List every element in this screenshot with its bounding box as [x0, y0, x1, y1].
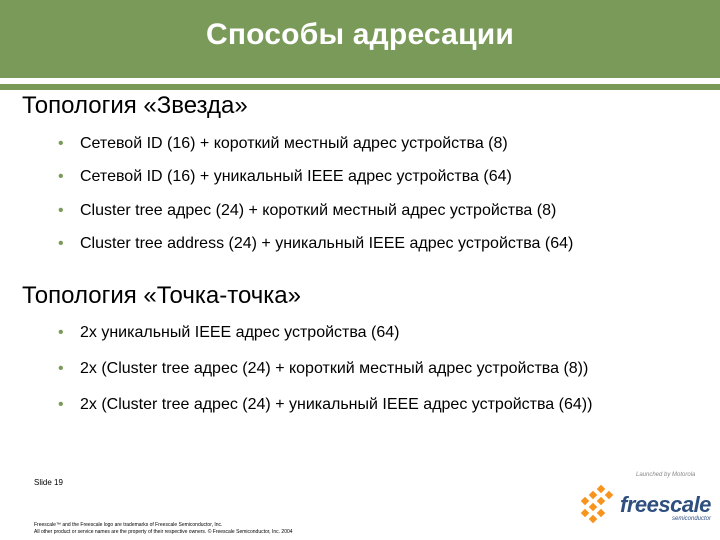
- legal-line: Freescale™ and the Freescale logo are trademarks of Freescale Semiconductor, Inc.: [34, 522, 223, 528]
- logo-subtext: semiconductor: [672, 516, 712, 522]
- logo-wordmark: freescale: [620, 492, 711, 517]
- bullet-text: 2x (Cluster tree адрес (24) + уникальный IEEE адрес устройства (64)): [80, 396, 593, 413]
- bullet-item: [58, 235, 573, 253]
- bullet-dot-icon: •: [58, 202, 64, 219]
- bullet-dot-icon: •: [58, 396, 64, 413]
- bullet-dot-icon: •: [58, 324, 64, 341]
- bullet-item: [58, 168, 512, 186]
- bullet-text: Сетевой ID (16) + уникальный IEEE адрес устройства (64): [80, 168, 512, 185]
- bullet-dot-icon: •: [58, 168, 64, 185]
- bullet-item: [58, 396, 592, 414]
- bullet-text: Cluster tree адрес (24) + короткий местный адрес устройства (8): [80, 202, 557, 219]
- bullet-text: Сетевой ID (16) + короткий местный адрес устройства (8): [80, 135, 508, 152]
- bullet-dot-icon: •: [58, 360, 64, 377]
- slide-number: Slide 19: [34, 478, 63, 487]
- bullet-text: Cluster tree address (24) + уникальный IEEE адрес устройства (64): [80, 235, 574, 252]
- section-heading-p2p: Топология «Точка-точка»: [22, 282, 301, 309]
- title-underline: [0, 84, 720, 90]
- section-heading-star: Топология «Звезда»: [22, 92, 248, 119]
- bullet-text: 2x уникальный IEEE адрес устройства (64): [80, 324, 400, 341]
- bullet-item: [58, 324, 399, 342]
- freescale-mark-icon: [580, 484, 620, 528]
- freescale-logo: [580, 472, 710, 532]
- bullet-item: [58, 360, 588, 378]
- legal-line: All other product or service names are the property of their respective owners. © Freescale Semiconductor, Inc. 2004: [34, 529, 293, 535]
- bullet-text: 2x (Cluster tree адрес (24) + короткий местный адрес устройства (8)): [80, 360, 589, 377]
- logo-tagline: Launched by Motorola: [636, 472, 696, 478]
- slide-title: Способы адресации: [205, 18, 514, 51]
- bullet-item: [58, 135, 508, 153]
- bullet-dot-icon: •: [58, 135, 64, 152]
- bullet-item: [58, 202, 556, 220]
- legal-notice: [34, 522, 293, 536]
- bullet-dot-icon: •: [58, 235, 64, 252]
